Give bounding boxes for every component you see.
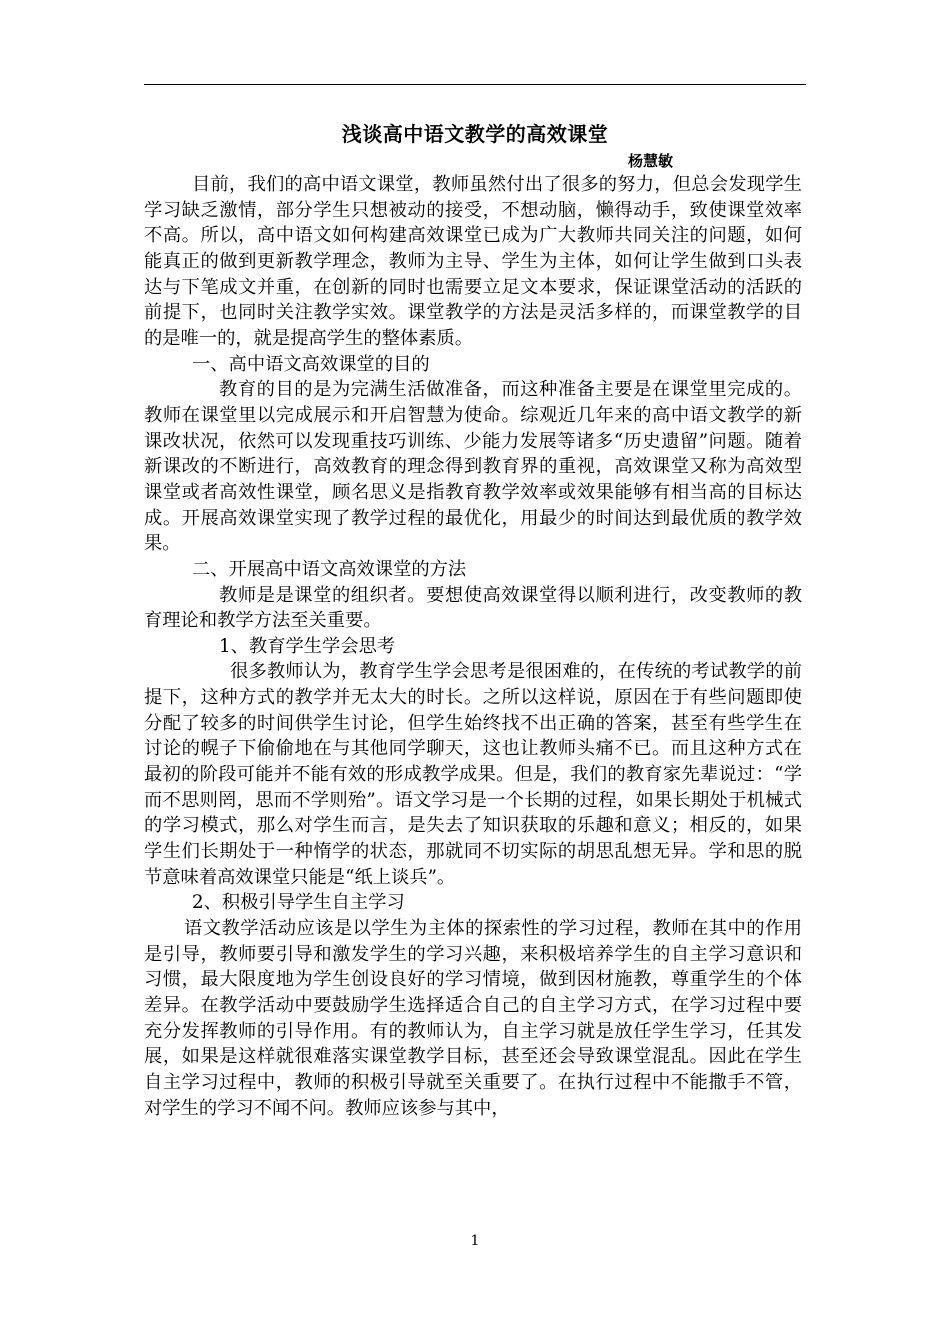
subsection-1-paragraph: 很多教师认为，教育学生学会思考是很困难的，在传统的考试教学的前提下，这种方式的教学并无太大的时长。之所以这样说，原因在于有些问题即使分配了较多的时间供学生讨论，但学生始终找不出正确的答案，甚至有些学生在讨论的幌子下偷偷地在与其他同学聊天，这也让教师头痛不已。而且这种方式在最初的阶段可能并不能有效的形成教学成果。但是，我们的教育家先辈说过：“学而不思则罔，思而不学则殆”。语文学习是一个长期的过程，如果长期处于机械式的学习模式，那么对学生而言，是失去了知识获取的乐趣和意义；相反的，如果学生们长期处于一种惰学的状态，那就同不切实际的胡思乱想无异。学和思的脱节意味着高效课堂只能是“纸上谈兵”。 [144, 661, 802, 888]
page-number: 1 [470, 1233, 480, 1249]
section-1-paragraph: 教育的目的是为完满生活做准备，而这种准备主要是在课堂里完成的。教师在课堂里以完成展示和开启智慧为使命。综观近几年来的高中语文教学的新课改状况，依然可以发现重技巧训练、少能力发展等诸多“历史遗留”问题。随着新课改的不断进行，高效教育的理念得到教育界的重视，高效课堂又称为高效型课堂或者高效性课堂，顾名思义是指教育教学效率或效果能够有相当高的目标达成。开展高效课堂实现了教学过程的最优化，用最少的时间达到最优质的教学效果。 [144, 379, 802, 555]
subsection-heading-2: 2、积极引导学生自主学习 [192, 892, 405, 914]
header-rule [144, 84, 806, 85]
intro-paragraph: 目前，我们的高中语文课堂，教师虽然付出了很多的努力，但总会发现学生学习缺乏激情，部分学生只想被动的接受，不想动脑，懒得动手，致使课堂效率不高。所以，高中语文如何构建高效课堂已成为广大教师共同关注的问题，如何能真正的做到更新教学理念，教师为主导、学生为主体，如何让学生做到口头表达与下笔成文并重，在创新的同时也需要立足文本要求，保证课堂活动的活跃的前提下，也同时关注教学实效。课堂教学的方法是灵活多样的，而课堂教学的目的是唯一的，就是提高学生的整体素质。 [144, 174, 802, 349]
document-title: 浅谈高中语文教学的高效课堂 [341, 122, 609, 146]
subsection-2-paragraph: 语文教学活动应该是以学生为主体的探索性的学习过程，教师在其中的作用是引导，教师要引导和激发学生的学习兴趣，来积极培养学生的自主学习意识和习惯，最大限度地为学生创设良好的学习情境，做到因材施教，尊重学生的个体差异。在教学活动中要鼓励学生选择适合自己的自主学习方式，在学习过程中要充分发挥教师的引导作用。有的教师认为，自主学习就是放任学生学习，任其发展，如果是这样就很难落实课堂教学目标，甚至还会导致课堂混乱。因此在学生自主学习过程中，教师的积极引导就至关重要了。在执行过程中不能撒手不管，对学生的学习不闻不问。教师应该参与其中， [144, 918, 802, 1119]
author-name: 杨慧敏 [628, 152, 674, 170]
section-2-paragraph: 教师是是课堂的组织者。要想使高效课堂得以顺利进行，改变教师的教育理论和教学方法至关重要。 [144, 584, 802, 632]
subsection-heading-1: 1、教育学生学会思考 [219, 635, 396, 657]
document-body [144, 172, 802, 1121]
section-heading-2: 二、开展高中语文高效课堂的方法 [192, 558, 467, 580]
section-heading-1: 一、高中语文高效课堂的目的 [192, 353, 430, 375]
